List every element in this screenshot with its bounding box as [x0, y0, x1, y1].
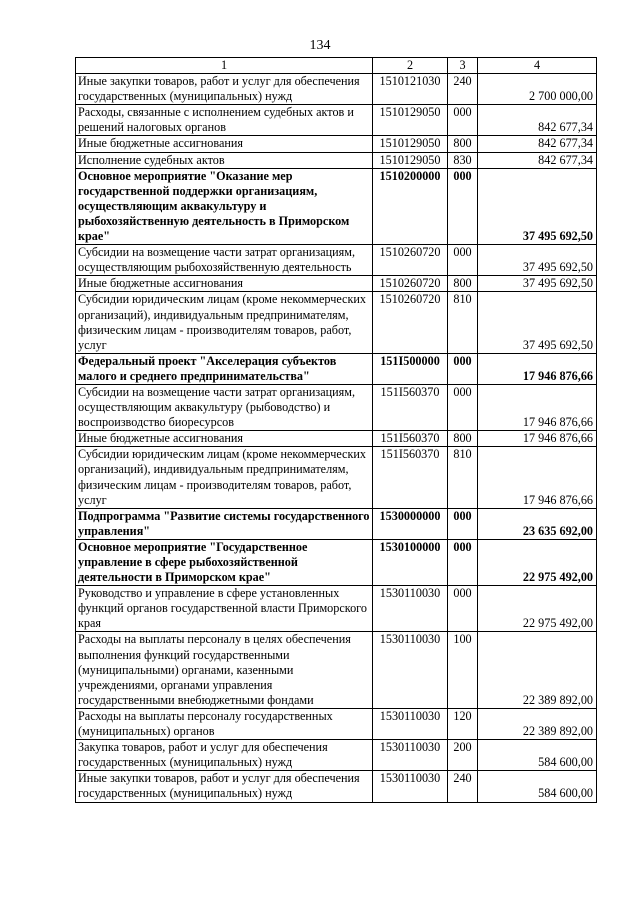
table-row: [76, 276, 597, 292]
row-amount-cell: 22 389 892,00: [478, 632, 597, 708]
header-col-3: 3: [448, 58, 478, 74]
row-code-cell: 151I560370: [373, 447, 448, 508]
row-amount-cell: 22 975 492,00: [478, 586, 597, 632]
row-expense-type-cell: 000: [448, 353, 478, 384]
row-name-cell: Иные бюджетные ассигнования: [76, 276, 373, 292]
row-expense-type-cell: 000: [448, 105, 478, 136]
table-row: [76, 136, 597, 152]
row-amount-cell: 842 677,34: [478, 152, 597, 168]
row-expense-type-cell: 000: [448, 508, 478, 539]
row-code-cell: 1530100000: [373, 539, 448, 585]
table-row: [76, 539, 597, 585]
row-code-cell: 1530000000: [373, 508, 448, 539]
row-name-cell: Расходы, связанные с исполнением судебных актов и решений налоговых органов: [76, 105, 373, 136]
row-expense-type-cell: 800: [448, 136, 478, 152]
row-expense-type-cell: 000: [448, 539, 478, 585]
row-code-cell: 151I500000: [373, 353, 448, 384]
row-name-cell: Закупка товаров, работ и услуг для обеспечения государственных (муниципальных) нужд: [76, 740, 373, 771]
table-row: [76, 74, 597, 105]
row-code-cell: 1530110030: [373, 740, 448, 771]
row-code-cell: 151I560370: [373, 384, 448, 430]
row-expense-type-cell: 240: [448, 74, 478, 105]
row-amount-cell: 22 975 492,00: [478, 539, 597, 585]
budget-table: [75, 57, 597, 803]
row-name-cell: Основное мероприятие "Государственное управление в сфере рыбохозяйственной деятельности в Приморском крае": [76, 539, 373, 585]
row-name-cell: Федеральный проект "Акселерация субъектов малого и среднего предпринимательства": [76, 353, 373, 384]
row-amount-cell: 842 677,34: [478, 105, 597, 136]
row-name-cell: Расходы на выплаты персоналу в целях обеспечения выполнения функций государственными (муниципальными) органами, казенными учреждениями, органами управления государственными внебюджетными фондами: [76, 632, 373, 708]
row-amount-cell: 37 495 692,50: [478, 245, 597, 276]
row-amount-cell: 37 495 692,50: [478, 168, 597, 244]
row-code-cell: 1530110030: [373, 771, 448, 802]
row-code-cell: 1510129050: [373, 152, 448, 168]
row-name-cell: Руководство и управление в сфере установленных функций органов государственной власти Приморского края: [76, 586, 373, 632]
row-name-cell: Основное мероприятие "Оказание мер государственной поддержки организациям, осуществляющим аквакультуру и рыбохозяйственную деятельность в Приморском крае": [76, 168, 373, 244]
row-expense-type-cell: 000: [448, 168, 478, 244]
row-code-cell: 1530110030: [373, 632, 448, 708]
row-code-cell: 1530110030: [373, 708, 448, 739]
table-body: [76, 74, 597, 802]
table-row: [76, 508, 597, 539]
row-name-cell: Иные закупки товаров, работ и услуг для обеспечения государственных (муниципальных) нужд: [76, 74, 373, 105]
row-name-cell: Субсидии на возмещение части затрат организациям, осуществляющим аквакультуру (рыбоводство) и воспроизводство биоресурсов: [76, 384, 373, 430]
row-name-cell: Иные закупки товаров, работ и услуг для обеспечения государственных (муниципальных) нужд: [76, 771, 373, 802]
row-amount-cell: 17 946 876,66: [478, 384, 597, 430]
table-row: [76, 771, 597, 802]
row-amount-cell: 584 600,00: [478, 771, 597, 802]
row-amount-cell: 17 946 876,66: [478, 447, 597, 508]
row-amount-cell: 2 700 000,00: [478, 74, 597, 105]
row-amount-cell: 17 946 876,66: [478, 431, 597, 447]
table-row: [76, 168, 597, 244]
row-name-cell: Подпрограмма "Развитие системы государственного управления": [76, 508, 373, 539]
row-code-cell: 1510121030: [373, 74, 448, 105]
row-expense-type-cell: 810: [448, 292, 478, 353]
row-expense-type-cell: 800: [448, 276, 478, 292]
row-expense-type-cell: 800: [448, 431, 478, 447]
header-col-2: 2: [373, 58, 448, 74]
row-expense-type-cell: 000: [448, 586, 478, 632]
row-code-cell: 1510260720: [373, 292, 448, 353]
table-row: [76, 586, 597, 632]
table-row: [76, 740, 597, 771]
row-amount-cell: 584 600,00: [478, 740, 597, 771]
row-amount-cell: 842 677,34: [478, 136, 597, 152]
row-code-cell: 1510200000: [373, 168, 448, 244]
row-amount-cell: 37 495 692,50: [478, 292, 597, 353]
row-name-cell: Субсидии юридическим лицам (кроме некоммерческих организаций), индивидуальным предпринимателям, физическим лицам - производителям товаров, работ, услуг: [76, 292, 373, 353]
row-expense-type-cell: 200: [448, 740, 478, 771]
row-amount-cell: 22 389 892,00: [478, 708, 597, 739]
header-col-4: 4: [478, 58, 597, 74]
row-amount-cell: 23 635 692,00: [478, 508, 597, 539]
row-code-cell: 1510129050: [373, 105, 448, 136]
table-row: [76, 384, 597, 430]
row-expense-type-cell: 830: [448, 152, 478, 168]
row-expense-type-cell: 000: [448, 384, 478, 430]
table-row: [76, 353, 597, 384]
row-name-cell: Расходы на выплаты персоналу государственных (муниципальных) органов: [76, 708, 373, 739]
table-row: [76, 431, 597, 447]
row-name-cell: Исполнение судебных актов: [76, 152, 373, 168]
row-expense-type-cell: 240: [448, 771, 478, 802]
row-name-cell: Субсидии на возмещение части затрат организациям, осуществляющим рыбохозяйственную деятельность: [76, 245, 373, 276]
table-row: [76, 152, 597, 168]
row-expense-type-cell: 000: [448, 245, 478, 276]
row-code-cell: 1530110030: [373, 586, 448, 632]
page-number: 134: [309, 38, 331, 53]
row-code-cell: 151I560370: [373, 431, 448, 447]
row-name-cell: Иные бюджетные ассигнования: [76, 136, 373, 152]
row-amount-cell: 37 495 692,50: [478, 276, 597, 292]
row-expense-type-cell: 100: [448, 632, 478, 708]
table-row: [76, 708, 597, 739]
row-code-cell: 1510260720: [373, 245, 448, 276]
table-row: [76, 245, 597, 276]
row-code-cell: 1510129050: [373, 136, 448, 152]
table-row: [76, 292, 597, 353]
table-row: [76, 105, 597, 136]
table-header-row: [76, 58, 597, 74]
table-row: [76, 632, 597, 708]
row-expense-type-cell: 810: [448, 447, 478, 508]
row-expense-type-cell: 120: [448, 708, 478, 739]
table-row: [76, 447, 597, 508]
row-amount-cell: 17 946 876,66: [478, 353, 597, 384]
header-col-1: 1: [76, 58, 373, 74]
row-name-cell: Иные бюджетные ассигнования: [76, 431, 373, 447]
row-code-cell: 1510260720: [373, 276, 448, 292]
row-name-cell: Субсидии юридическим лицам (кроме некоммерческих организаций), индивидуальным предпринимателям, физическим лицам - производителям товаров, работ, услуг: [76, 447, 373, 508]
